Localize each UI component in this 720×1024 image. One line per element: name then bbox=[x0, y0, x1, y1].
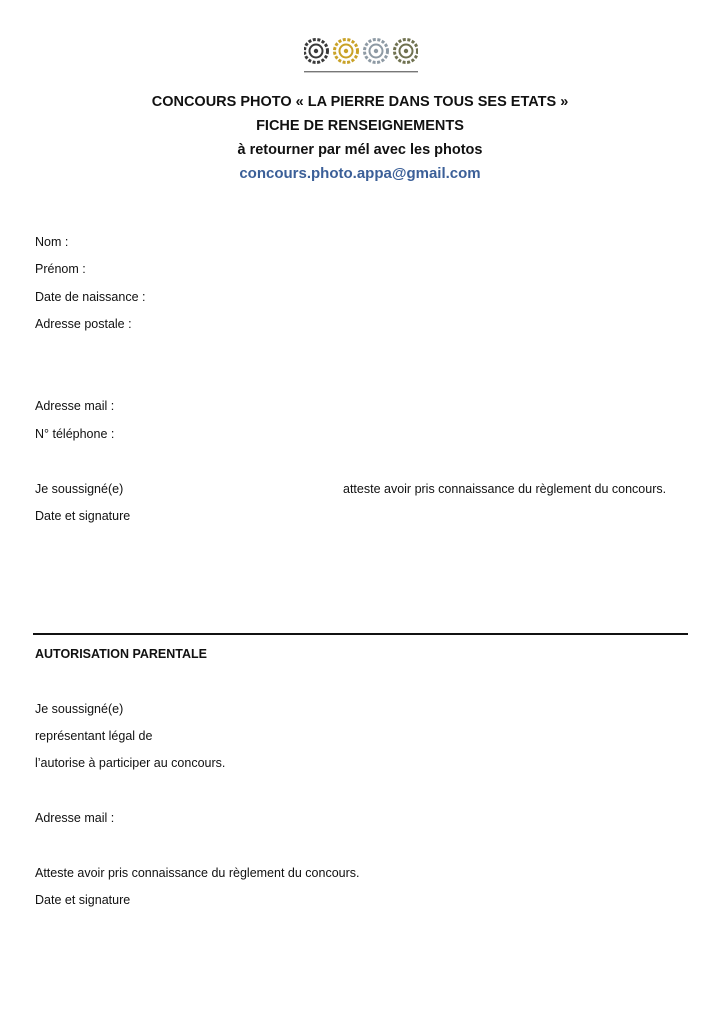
field-label-nom: Nom : bbox=[35, 235, 69, 249]
undersigned-label: Je soussigné(e) bbox=[35, 482, 124, 496]
legal-representative-label: représentant légal de bbox=[35, 729, 153, 743]
logo-rings-graphic bbox=[304, 36, 418, 84]
contest-title: CONCOURS PHOTO « LA PIERRE DANS TOUS SES ETATS » bbox=[151, 94, 569, 110]
field-label-date-naissance: Date de naissance : bbox=[35, 290, 146, 304]
parental-email-label: Adresse mail : bbox=[35, 811, 115, 825]
field-label-adresse-postale: Adresse postale : bbox=[35, 317, 132, 331]
field-label-adresse-mail: Adresse mail : bbox=[35, 399, 115, 413]
logo-ring-icon bbox=[395, 40, 418, 63]
date-signature-label: Date et signature bbox=[35, 509, 131, 523]
association-logo bbox=[304, 36, 418, 84]
logo-ring-icon bbox=[335, 40, 358, 63]
authorization-statement: l’autorise à participer au concours. bbox=[35, 756, 226, 770]
field-label-prenom: Prénom : bbox=[35, 262, 86, 276]
parental-authorization-title: AUTORISATION PARENTALE bbox=[35, 647, 207, 661]
logo-tagline-mark bbox=[304, 71, 418, 72]
document-header bbox=[0, 90, 720, 186]
parental-attestation-text: Atteste avoir pris connaissance du règlement du concours. bbox=[35, 866, 360, 880]
section-divider bbox=[33, 633, 688, 635]
field-label-telephone: N° téléphone : bbox=[35, 427, 115, 441]
parental-undersigned-label: Je soussigné(e) bbox=[35, 702, 124, 716]
logo-ring-icon bbox=[365, 40, 388, 63]
contact-email-link[interactable]: concours.photo.appa@gmail.com bbox=[239, 165, 481, 182]
logo-ring-icon bbox=[305, 40, 328, 63]
attestation-text: atteste avoir pris connaissance du règlement du concours. bbox=[343, 482, 667, 496]
return-instruction: à retourner par mél avec les photos bbox=[237, 142, 483, 158]
form-subtitle: FICHE DE RENSEIGNEMENTS bbox=[256, 118, 464, 134]
parental-date-signature-label: Date et signature bbox=[35, 893, 131, 907]
